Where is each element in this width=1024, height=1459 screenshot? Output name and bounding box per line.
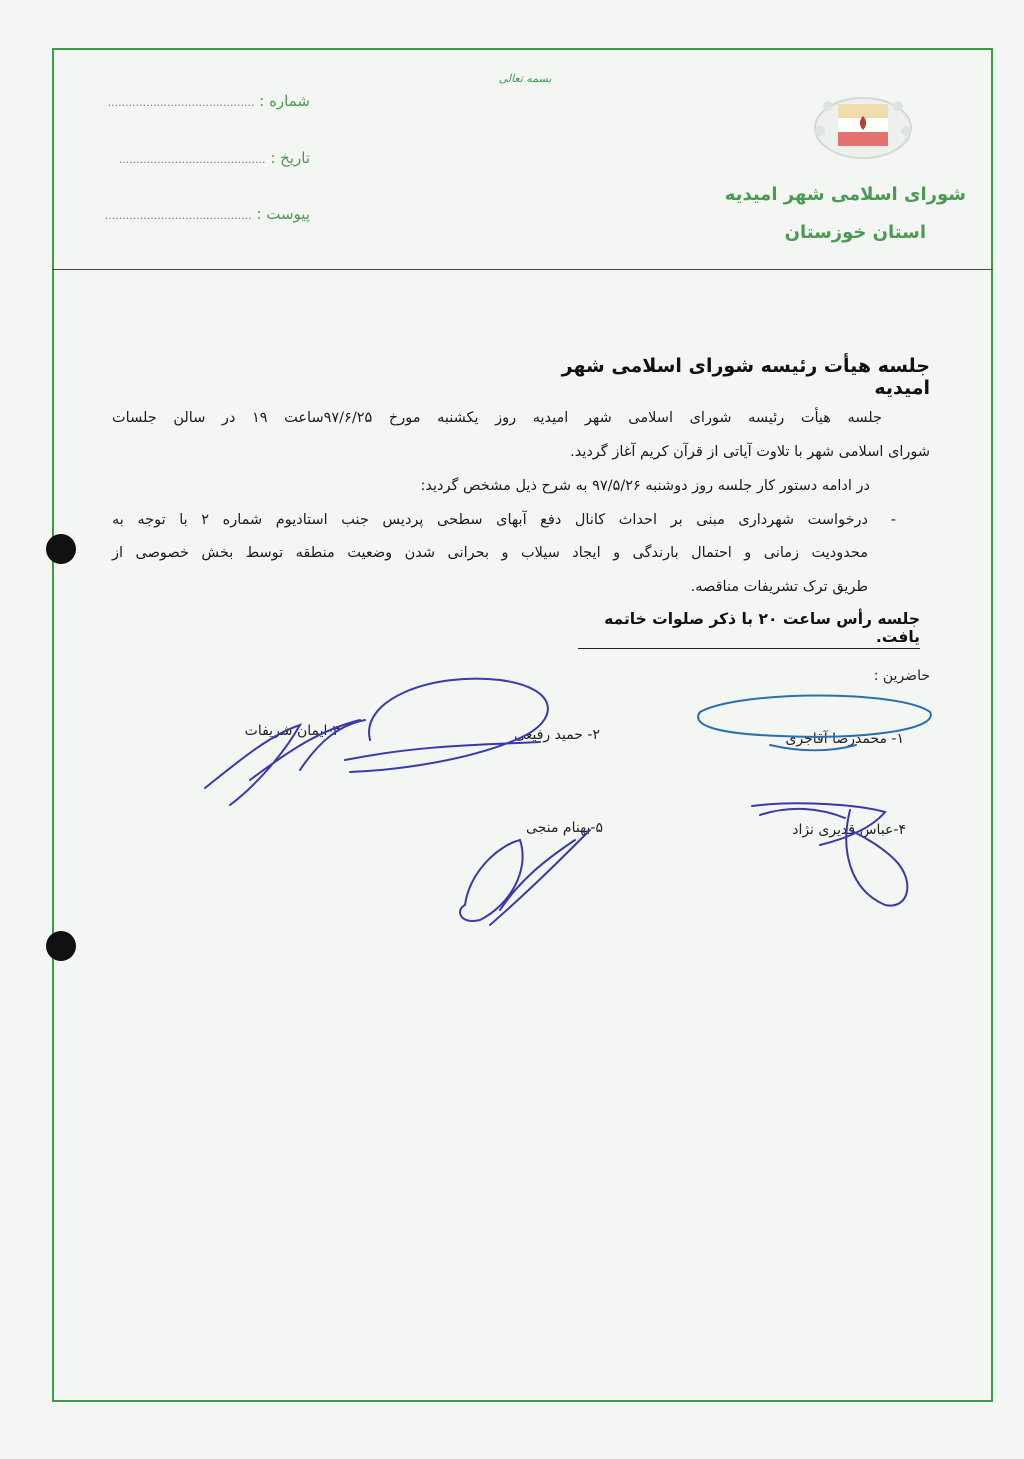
date-field (80, 149, 310, 167)
province-name: استان خوزستان (784, 222, 926, 243)
attachment-label: پیوست : (256, 205, 310, 223)
attendee-3: ۳-ایمان شریفات (244, 723, 340, 739)
basmala: بسمه تعالی (498, 72, 552, 85)
agenda-intro: در ادامه دستور کار جلسه روز دوشنبه ۹۷/۵/۲۶ به شرح ذیل مشخص گردید: (420, 478, 870, 494)
closing-statement: جلسه رأس ساعت ۲۰ با ذکر صلوات خاتمه یافت. (578, 610, 920, 649)
organization-name: شورای اسلامی شهر امیدیه (724, 184, 966, 205)
number-dots: .......................................... (107, 96, 255, 109)
header-divider (52, 269, 993, 270)
intro-line-2: شورای اسلامی شهر با تلاوت آیاتی از قرآن کریم آغاز گردید. (570, 444, 930, 460)
attendee-4: ۴-عباس قدیری نژاد (792, 822, 906, 838)
attendee-5: ۵-بهنام منجی (526, 820, 603, 836)
bullet-dash: - (890, 512, 896, 528)
punch-hole-bottom (46, 931, 76, 961)
intro-line-1: جلسه هیأت رئیسه شورای اسلامی شهر امیدیه روز یکشنبه مورخ ۹۷/۶/۲۵ساعت ۱۹ در سالن جلسات (112, 410, 882, 426)
attachment-dots: .......................................... (104, 209, 252, 222)
number-field (80, 92, 310, 110)
attendee-2: ۲- حمید رفیعی (514, 727, 600, 743)
number-label: شماره : (259, 92, 310, 110)
council-emblem-icon (808, 86, 918, 166)
agenda-item-line-2: محدودیت زمانی و احتمال بارندگی و ایجاد سیلاب و بحرانی شدن وضعیت منطقه توسط بخش خصوصی از (112, 545, 868, 561)
date-label: تاریخ : (270, 149, 310, 167)
attachment-field (80, 205, 310, 223)
document-title: جلسه هیأت رئیسه شورای اسلامی شهر امیدیه (561, 355, 930, 399)
attendee-1: ۱- محمدرضا آقاجری (785, 731, 904, 747)
attendees-label: حاضرین : (873, 668, 930, 684)
punch-hole-top (46, 534, 76, 564)
date-dots: .......................................... (118, 153, 266, 166)
agenda-item-line-3: طریق ترک تشریفات مناقصه. (690, 579, 868, 595)
agenda-item-line-1: درخواست شهرداری مبنی بر احداث کانال دفع آبهای سطحی پردیس جنب استادیوم شماره ۲ با توجه به (112, 512, 868, 528)
